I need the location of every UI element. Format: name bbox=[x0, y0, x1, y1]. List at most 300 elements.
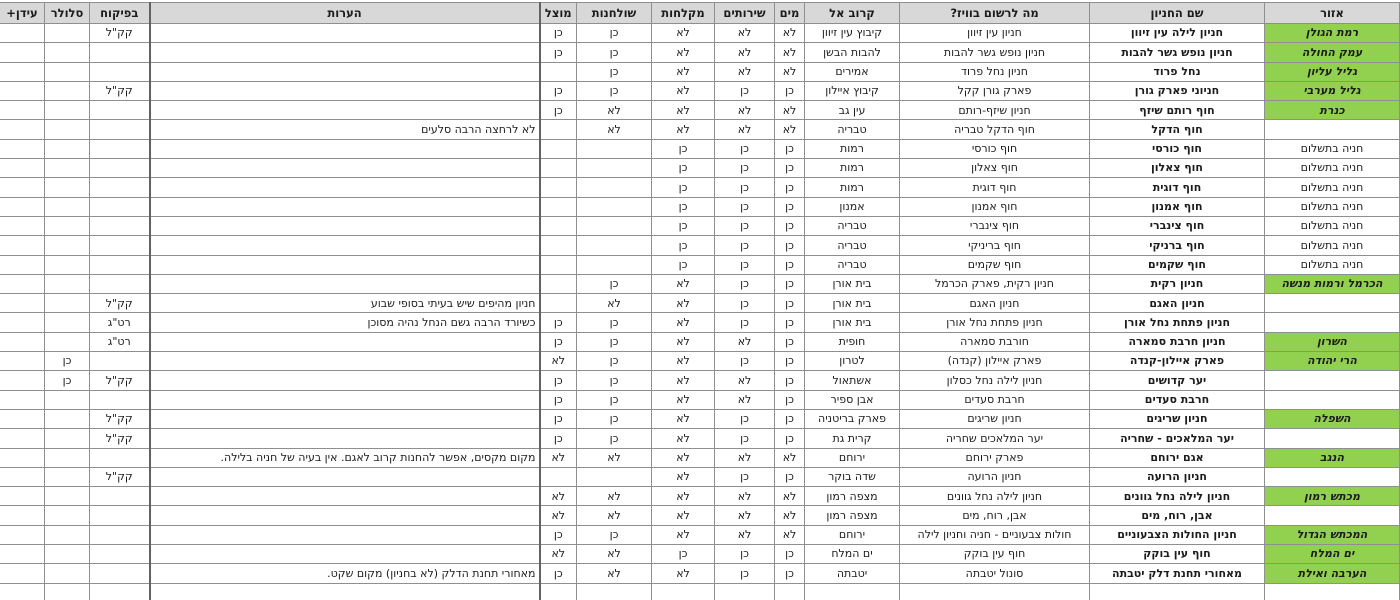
cell-showers[interactable]: לא bbox=[652, 332, 715, 351]
cell-name[interactable]: מאחורי תחנת דלק יטבתה bbox=[1090, 564, 1265, 583]
cell-waze[interactable]: חניון לילה נחל כסלון bbox=[900, 371, 1090, 390]
cell-near[interactable] bbox=[805, 583, 900, 600]
cell-cellular[interactable] bbox=[45, 564, 90, 583]
cell-idan[interactable] bbox=[0, 448, 45, 467]
cell-notes[interactable] bbox=[150, 178, 540, 197]
cell-near[interactable]: קיבוץ איילון bbox=[805, 81, 900, 100]
cell-notes[interactable] bbox=[150, 506, 540, 525]
cell-near[interactable]: רמות bbox=[805, 139, 900, 158]
cell-toilets[interactable]: לא bbox=[715, 506, 775, 525]
cell-idan[interactable] bbox=[0, 101, 45, 120]
cell-idan[interactable] bbox=[0, 139, 45, 158]
cell-shade[interactable]: לא bbox=[540, 352, 577, 371]
cell-shade[interactable]: כן bbox=[540, 429, 577, 448]
cell-name[interactable]: חוף עין בוקק bbox=[1090, 545, 1265, 564]
cell-showers[interactable]: לא bbox=[652, 506, 715, 525]
cell-notes[interactable]: חניון מהיפים שיש בעיתי בסופי שבוע bbox=[150, 294, 540, 313]
cell-supervision[interactable] bbox=[90, 236, 150, 255]
cell-shade[interactable] bbox=[540, 62, 577, 81]
cell-notes[interactable]: מאחורי תחנת הדלק (לא בחניון) מקום שקט. bbox=[150, 564, 540, 583]
cell-water[interactable]: כן bbox=[775, 197, 805, 216]
cell-name[interactable]: חניון שריגים bbox=[1090, 409, 1265, 428]
cell-water[interactable]: כן bbox=[775, 429, 805, 448]
cell-region[interactable]: גליל עליון bbox=[1265, 62, 1400, 81]
cell-waze[interactable]: חוף צינברי bbox=[900, 216, 1090, 235]
cell-water[interactable]: כן bbox=[775, 159, 805, 178]
cell-water[interactable]: כן bbox=[775, 216, 805, 235]
cell-idan[interactable] bbox=[0, 81, 45, 100]
cell-region[interactable] bbox=[1265, 583, 1400, 600]
cell-supervision[interactable] bbox=[90, 43, 150, 62]
cell-showers[interactable]: לא bbox=[652, 409, 715, 428]
cell-waze[interactable]: חוף הדקל טבריה bbox=[900, 120, 1090, 139]
cell-region[interactable] bbox=[1265, 429, 1400, 448]
cell-notes[interactable] bbox=[150, 159, 540, 178]
cell-toilets[interactable]: כן bbox=[715, 429, 775, 448]
cell-name[interactable]: חניון פתחת נחל אורן bbox=[1090, 313, 1265, 332]
cell-idan[interactable] bbox=[0, 467, 45, 486]
cell-idan[interactable] bbox=[0, 294, 45, 313]
cell-water[interactable]: כן bbox=[775, 467, 805, 486]
cell-supervision[interactable] bbox=[90, 274, 150, 293]
cell-name[interactable]: חניוני פארק גורן bbox=[1090, 81, 1265, 100]
cell-supervision[interactable] bbox=[90, 178, 150, 197]
cell-idan[interactable] bbox=[0, 332, 45, 351]
cell-cellular[interactable] bbox=[45, 255, 90, 274]
cell-waze[interactable]: חניון פתחת נחל אורן bbox=[900, 313, 1090, 332]
cell-showers[interactable]: כן bbox=[652, 216, 715, 235]
cell-idan[interactable] bbox=[0, 24, 45, 43]
cell-waze[interactable]: חניון הרועה bbox=[900, 467, 1090, 486]
cell-shade[interactable] bbox=[540, 216, 577, 235]
cell-region[interactable]: השפלה bbox=[1265, 409, 1400, 428]
cell-waze[interactable]: חניון לילה נחל גוונים bbox=[900, 487, 1090, 506]
cell-waze[interactable]: חולות צבעוניים - חניה וחניון לילה bbox=[900, 525, 1090, 544]
cell-notes[interactable] bbox=[150, 332, 540, 351]
cell-showers[interactable]: לא bbox=[652, 487, 715, 506]
cell-region[interactable]: חניה בתשלום bbox=[1265, 216, 1400, 235]
cell-showers[interactable]: לא bbox=[652, 429, 715, 448]
cell-showers[interactable]: לא bbox=[652, 467, 715, 486]
cell-idan[interactable] bbox=[0, 255, 45, 274]
cell-idan[interactable] bbox=[0, 545, 45, 564]
cell-tables[interactable]: כן bbox=[577, 332, 652, 351]
cell-tables[interactable] bbox=[577, 583, 652, 600]
cell-supervision[interactable]: קק"ל bbox=[90, 294, 150, 313]
cell-region[interactable]: הערבה ואילת bbox=[1265, 564, 1400, 583]
cell-notes[interactable] bbox=[150, 236, 540, 255]
cell-tables[interactable] bbox=[577, 236, 652, 255]
cell-supervision[interactable]: קק"ל bbox=[90, 467, 150, 486]
cell-near[interactable]: קרית גת bbox=[805, 429, 900, 448]
cell-waze[interactable]: יער המלאכים שחריה bbox=[900, 429, 1090, 448]
cell-waze[interactable]: חוף עין בוקק bbox=[900, 545, 1090, 564]
cell-name[interactable]: חוף שקמים bbox=[1090, 255, 1265, 274]
cell-shade[interactable] bbox=[540, 583, 577, 600]
cell-idan[interactable] bbox=[0, 564, 45, 583]
cell-name[interactable]: פארק איילון-קנדה bbox=[1090, 352, 1265, 371]
cell-water[interactable]: כן bbox=[775, 274, 805, 293]
cell-name[interactable]: חניון נופש גשר להבות bbox=[1090, 43, 1265, 62]
cell-tables[interactable] bbox=[577, 216, 652, 235]
cell-supervision[interactable] bbox=[90, 120, 150, 139]
cell-near[interactable]: לטרון bbox=[805, 352, 900, 371]
cell-shade[interactable] bbox=[540, 236, 577, 255]
cell-near[interactable]: מצפה רמון bbox=[805, 506, 900, 525]
cell-waze[interactable]: פארק גורן קקל bbox=[900, 81, 1090, 100]
cell-cellular[interactable] bbox=[45, 197, 90, 216]
cell-idan[interactable] bbox=[0, 159, 45, 178]
cell-name[interactable]: חוף צאלון bbox=[1090, 159, 1265, 178]
cell-water[interactable]: כן bbox=[775, 564, 805, 583]
cell-water[interactable]: לא bbox=[775, 506, 805, 525]
cell-cellular[interactable] bbox=[45, 178, 90, 197]
cell-notes[interactable] bbox=[150, 525, 540, 544]
cell-toilets[interactable]: לא bbox=[715, 24, 775, 43]
cell-cellular[interactable] bbox=[45, 216, 90, 235]
cell-tables[interactable]: כן bbox=[577, 43, 652, 62]
cell-supervision[interactable] bbox=[90, 506, 150, 525]
cell-name[interactable]: חרבת סעדים bbox=[1090, 390, 1265, 409]
cell-notes[interactable] bbox=[150, 62, 540, 81]
cell-region[interactable] bbox=[1265, 313, 1400, 332]
cell-cellular[interactable] bbox=[45, 525, 90, 544]
cell-supervision[interactable] bbox=[90, 101, 150, 120]
cell-shade[interactable] bbox=[540, 159, 577, 178]
cell-showers[interactable]: כן bbox=[652, 139, 715, 158]
cell-notes[interactable] bbox=[150, 81, 540, 100]
cell-cellular[interactable] bbox=[45, 506, 90, 525]
cell-toilets[interactable]: כן bbox=[715, 564, 775, 583]
cell-water[interactable]: כן bbox=[775, 371, 805, 390]
cell-region[interactable]: גליל מערבי bbox=[1265, 81, 1400, 100]
cell-showers[interactable]: לא bbox=[652, 390, 715, 409]
cell-region[interactable]: חניה בתשלום bbox=[1265, 178, 1400, 197]
cell-cellular[interactable] bbox=[45, 487, 90, 506]
cell-waze[interactable]: חניון עין זיוון bbox=[900, 24, 1090, 43]
cell-showers[interactable]: כן bbox=[652, 197, 715, 216]
cell-near[interactable]: אמירים bbox=[805, 62, 900, 81]
cell-notes[interactable] bbox=[150, 255, 540, 274]
cell-name[interactable] bbox=[1090, 583, 1265, 600]
cell-cellular[interactable] bbox=[45, 81, 90, 100]
cell-showers[interactable]: לא bbox=[652, 294, 715, 313]
cell-region[interactable]: חניה בתשלום bbox=[1265, 255, 1400, 274]
column-header-region[interactable]: אזור bbox=[1265, 3, 1400, 24]
cell-name[interactable]: חניון לילה עין זיוון bbox=[1090, 24, 1265, 43]
cell-cellular[interactable] bbox=[45, 583, 90, 600]
cell-notes[interactable] bbox=[150, 429, 540, 448]
cell-cellular[interactable] bbox=[45, 294, 90, 313]
cell-shade[interactable]: כן bbox=[540, 564, 577, 583]
cell-cellular[interactable] bbox=[45, 139, 90, 158]
cell-tables[interactable]: לא bbox=[577, 120, 652, 139]
cell-toilets[interactable]: כן bbox=[715, 216, 775, 235]
cell-waze[interactable]: חוף שקמים bbox=[900, 255, 1090, 274]
cell-shade[interactable]: כן bbox=[540, 390, 577, 409]
cell-shade[interactable]: כן bbox=[540, 313, 577, 332]
cell-name[interactable]: יער המלאכים - שחריה bbox=[1090, 429, 1265, 448]
cell-near[interactable]: להבות הבשן bbox=[805, 43, 900, 62]
cell-showers[interactable]: לא bbox=[652, 62, 715, 81]
cell-notes[interactable] bbox=[150, 24, 540, 43]
cell-tables[interactable]: כן bbox=[577, 24, 652, 43]
cell-shade[interactable]: כן bbox=[540, 409, 577, 428]
cell-showers[interactable]: כן bbox=[652, 159, 715, 178]
cell-name[interactable]: אבן, רוח, מים bbox=[1090, 506, 1265, 525]
cell-near[interactable]: פארק בריטניה bbox=[805, 409, 900, 428]
cell-toilets[interactable]: כן bbox=[715, 409, 775, 428]
cell-idan[interactable] bbox=[0, 352, 45, 371]
cell-name[interactable]: חוף אמנון bbox=[1090, 197, 1265, 216]
cell-near[interactable]: בית אורן bbox=[805, 294, 900, 313]
cell-supervision[interactable] bbox=[90, 583, 150, 600]
cell-idan[interactable] bbox=[0, 409, 45, 428]
cell-water[interactable]: כן bbox=[775, 545, 805, 564]
cell-near[interactable]: מצפה רמון bbox=[805, 487, 900, 506]
cell-supervision[interactable] bbox=[90, 390, 150, 409]
cell-supervision[interactable] bbox=[90, 159, 150, 178]
cell-tables[interactable] bbox=[577, 255, 652, 274]
cell-near[interactable]: טבריה bbox=[805, 255, 900, 274]
cell-idan[interactable] bbox=[0, 120, 45, 139]
cell-supervision[interactable] bbox=[90, 352, 150, 371]
cell-idan[interactable] bbox=[0, 390, 45, 409]
cell-toilets[interactable]: לא bbox=[715, 487, 775, 506]
cell-cellular[interactable] bbox=[45, 409, 90, 428]
column-header-water[interactable]: מים bbox=[775, 3, 805, 24]
cell-water[interactable]: לא bbox=[775, 24, 805, 43]
cell-water[interactable]: כן bbox=[775, 313, 805, 332]
cell-name[interactable]: חוף דוגית bbox=[1090, 178, 1265, 197]
cell-water[interactable] bbox=[775, 583, 805, 600]
cell-region[interactable]: המכתש הגדול bbox=[1265, 525, 1400, 544]
cell-tables[interactable]: לא bbox=[577, 506, 652, 525]
cell-showers[interactable]: כן bbox=[652, 255, 715, 274]
cell-tables[interactable]: כן bbox=[577, 352, 652, 371]
cell-waze[interactable]: חניון רקית, פארק הכרמל bbox=[900, 274, 1090, 293]
cell-cellular[interactable]: כן bbox=[45, 371, 90, 390]
cell-toilets[interactable]: כן bbox=[715, 255, 775, 274]
cell-shade[interactable] bbox=[540, 178, 577, 197]
cell-toilets[interactable]: כן bbox=[715, 178, 775, 197]
cell-cellular[interactable] bbox=[45, 274, 90, 293]
cell-notes[interactable]: כשיורד הרבה גשם הנחל נהיה מסוכן bbox=[150, 313, 540, 332]
cell-showers[interactable]: כן bbox=[652, 178, 715, 197]
cell-cellular[interactable] bbox=[45, 101, 90, 120]
cell-idan[interactable] bbox=[0, 43, 45, 62]
cell-name[interactable]: חוף הדקל bbox=[1090, 120, 1265, 139]
cell-name[interactable]: נחל פרוד bbox=[1090, 62, 1265, 81]
cell-toilets[interactable]: כן bbox=[715, 313, 775, 332]
column-header-idan[interactable]: עידן+ bbox=[0, 3, 45, 24]
cell-waze[interactable] bbox=[900, 583, 1090, 600]
cell-region[interactable]: הנגב bbox=[1265, 448, 1400, 467]
cell-notes[interactable] bbox=[150, 101, 540, 120]
cell-tables[interactable] bbox=[577, 139, 652, 158]
cell-water[interactable]: כן bbox=[775, 236, 805, 255]
cell-water[interactable]: לא bbox=[775, 120, 805, 139]
cell-water[interactable]: לא bbox=[775, 525, 805, 544]
cell-region[interactable]: הכרמל ורמות מנשה bbox=[1265, 274, 1400, 293]
cell-notes[interactable] bbox=[150, 487, 540, 506]
cell-tables[interactable]: לא bbox=[577, 487, 652, 506]
cell-near[interactable]: ירוחם bbox=[805, 525, 900, 544]
cell-toilets[interactable]: כן bbox=[715, 236, 775, 255]
cell-shade[interactable] bbox=[540, 255, 577, 274]
cell-supervision[interactable] bbox=[90, 487, 150, 506]
cell-waze[interactable]: חניון האגם bbox=[900, 294, 1090, 313]
cell-tables[interactable]: לא bbox=[577, 294, 652, 313]
cell-waze[interactable]: חוף אמנון bbox=[900, 197, 1090, 216]
cell-water[interactable]: לא bbox=[775, 101, 805, 120]
cell-toilets[interactable]: לא bbox=[715, 371, 775, 390]
cell-idan[interactable] bbox=[0, 274, 45, 293]
cell-water[interactable]: כן bbox=[775, 332, 805, 351]
column-header-cellular[interactable]: סלולר bbox=[45, 3, 90, 24]
cell-tables[interactable] bbox=[577, 159, 652, 178]
cell-near[interactable]: אמנון bbox=[805, 197, 900, 216]
cell-toilets[interactable]: לא bbox=[715, 332, 775, 351]
cell-shade[interactable]: כן bbox=[540, 371, 577, 390]
cell-toilets[interactable]: כן bbox=[715, 352, 775, 371]
cell-near[interactable]: אבן ספיר bbox=[805, 390, 900, 409]
cell-idan[interactable] bbox=[0, 429, 45, 448]
cell-toilets[interactable]: לא bbox=[715, 390, 775, 409]
cell-shade[interactable]: לא bbox=[540, 448, 577, 467]
cell-idan[interactable] bbox=[0, 216, 45, 235]
cell-tables[interactable]: כן bbox=[577, 429, 652, 448]
cell-showers[interactable]: לא bbox=[652, 24, 715, 43]
cell-region[interactable]: חניה בתשלום bbox=[1265, 236, 1400, 255]
cell-supervision[interactable] bbox=[90, 62, 150, 81]
cell-name[interactable]: חוף כורסי bbox=[1090, 139, 1265, 158]
cell-notes[interactable] bbox=[150, 274, 540, 293]
cell-notes[interactable]: מקום מקסים, אפשר להחנות קרוב לאגם. אין בעיה של חניה בלילה. bbox=[150, 448, 540, 467]
cell-near[interactable]: טבריה bbox=[805, 120, 900, 139]
cell-notes[interactable] bbox=[150, 390, 540, 409]
cell-waze[interactable]: חוף בריניקי bbox=[900, 236, 1090, 255]
cell-cellular[interactable] bbox=[45, 429, 90, 448]
cell-supervision[interactable] bbox=[90, 525, 150, 544]
cell-showers[interactable]: לא bbox=[652, 371, 715, 390]
cell-idan[interactable] bbox=[0, 487, 45, 506]
cell-cellular[interactable] bbox=[45, 24, 90, 43]
cell-notes[interactable] bbox=[150, 352, 540, 371]
cell-toilets[interactable]: כן bbox=[715, 81, 775, 100]
cell-shade[interactable] bbox=[540, 467, 577, 486]
cell-region[interactable]: חניה בתשלום bbox=[1265, 197, 1400, 216]
cell-toilets[interactable]: כן bbox=[715, 274, 775, 293]
cell-waze[interactable]: חניון שיזף-רותם bbox=[900, 101, 1090, 120]
cell-name[interactable]: חניון הרועה bbox=[1090, 467, 1265, 486]
cell-name[interactable]: חוף רותם שיזף bbox=[1090, 101, 1265, 120]
cell-toilets[interactable]: כן bbox=[715, 467, 775, 486]
cell-supervision[interactable] bbox=[90, 564, 150, 583]
column-header-tables[interactable]: שולחנות bbox=[577, 3, 652, 24]
cell-tables[interactable]: כן bbox=[577, 62, 652, 81]
cell-showers[interactable]: לא bbox=[652, 448, 715, 467]
cell-shade[interactable]: לא bbox=[540, 506, 577, 525]
cell-showers[interactable]: לא bbox=[652, 313, 715, 332]
cell-notes[interactable] bbox=[150, 216, 540, 235]
cell-showers[interactable]: לא bbox=[652, 352, 715, 371]
cell-waze[interactable]: פארק איילון (קנדה) bbox=[900, 352, 1090, 371]
cell-tables[interactable]: כן bbox=[577, 371, 652, 390]
cell-name[interactable]: חוף ברניקי bbox=[1090, 236, 1265, 255]
cell-supervision[interactable] bbox=[90, 139, 150, 158]
cell-region[interactable]: ים המלח bbox=[1265, 545, 1400, 564]
cell-tables[interactable]: לא bbox=[577, 564, 652, 583]
cell-waze[interactable]: חניון נופש גשר להבות bbox=[900, 43, 1090, 62]
cell-waze[interactable]: חוף צאלון bbox=[900, 159, 1090, 178]
cell-supervision[interactable] bbox=[90, 545, 150, 564]
cell-tables[interactable]: כן bbox=[577, 409, 652, 428]
cell-waze[interactable]: חניון נחל פרוד bbox=[900, 62, 1090, 81]
column-header-name[interactable]: שם החניון bbox=[1090, 3, 1265, 24]
cell-tables[interactable] bbox=[577, 197, 652, 216]
cell-showers[interactable]: לא bbox=[652, 120, 715, 139]
cell-water[interactable]: לא bbox=[775, 62, 805, 81]
cell-waze[interactable]: סונול יטבתה bbox=[900, 564, 1090, 583]
cell-supervision[interactable]: קק"ל bbox=[90, 371, 150, 390]
cell-near[interactable]: בית אורן bbox=[805, 274, 900, 293]
cell-name[interactable]: חניון החולות הצבעוניים bbox=[1090, 525, 1265, 544]
cell-near[interactable]: אשתאול bbox=[805, 371, 900, 390]
cell-toilets[interactable]: כן bbox=[715, 139, 775, 158]
column-header-shade[interactable]: מוצל bbox=[540, 3, 577, 24]
cell-toilets[interactable]: כן bbox=[715, 197, 775, 216]
cell-shade[interactable]: לא bbox=[540, 545, 577, 564]
cell-region[interactable] bbox=[1265, 371, 1400, 390]
cell-toilets[interactable] bbox=[715, 583, 775, 600]
cell-cellular[interactable] bbox=[45, 332, 90, 351]
cell-notes[interactable] bbox=[150, 583, 540, 600]
cell-water[interactable]: כן bbox=[775, 352, 805, 371]
cell-cellular[interactable] bbox=[45, 120, 90, 139]
column-header-showers[interactable]: מקלחות bbox=[652, 3, 715, 24]
cell-near[interactable]: יטבתה bbox=[805, 564, 900, 583]
cell-cellular[interactable]: כן bbox=[45, 352, 90, 371]
cell-water[interactable]: כן bbox=[775, 255, 805, 274]
cell-cellular[interactable] bbox=[45, 448, 90, 467]
cell-water[interactable]: כן bbox=[775, 81, 805, 100]
cell-region[interactable]: רמת הגולן bbox=[1265, 24, 1400, 43]
cell-near[interactable]: ים המלח bbox=[805, 545, 900, 564]
cell-supervision[interactable] bbox=[90, 197, 150, 216]
cell-water[interactable]: כן bbox=[775, 139, 805, 158]
cell-water[interactable]: לא bbox=[775, 448, 805, 467]
cell-near[interactable]: חופית bbox=[805, 332, 900, 351]
cell-toilets[interactable]: כן bbox=[715, 545, 775, 564]
cell-notes[interactable] bbox=[150, 467, 540, 486]
cell-showers[interactable]: לא bbox=[652, 274, 715, 293]
cell-showers[interactable]: כן bbox=[652, 545, 715, 564]
cell-supervision[interactable]: קק"ל bbox=[90, 24, 150, 43]
cell-near[interactable]: שדה בוקר bbox=[805, 467, 900, 486]
cell-shade[interactable] bbox=[540, 274, 577, 293]
column-header-supervision[interactable]: בפיקוח bbox=[90, 3, 150, 24]
cell-name[interactable]: אגם ירוחם bbox=[1090, 448, 1265, 467]
cell-toilets[interactable]: לא bbox=[715, 43, 775, 62]
cell-water[interactable]: כן bbox=[775, 178, 805, 197]
cell-waze[interactable]: חניון שריגים bbox=[900, 409, 1090, 428]
column-header-notes[interactable]: הערות bbox=[150, 3, 540, 24]
cell-cellular[interactable] bbox=[45, 467, 90, 486]
cell-region[interactable]: עמק החולה bbox=[1265, 43, 1400, 62]
cell-tables[interactable]: לא bbox=[577, 545, 652, 564]
cell-shade[interactable]: כן bbox=[540, 43, 577, 62]
